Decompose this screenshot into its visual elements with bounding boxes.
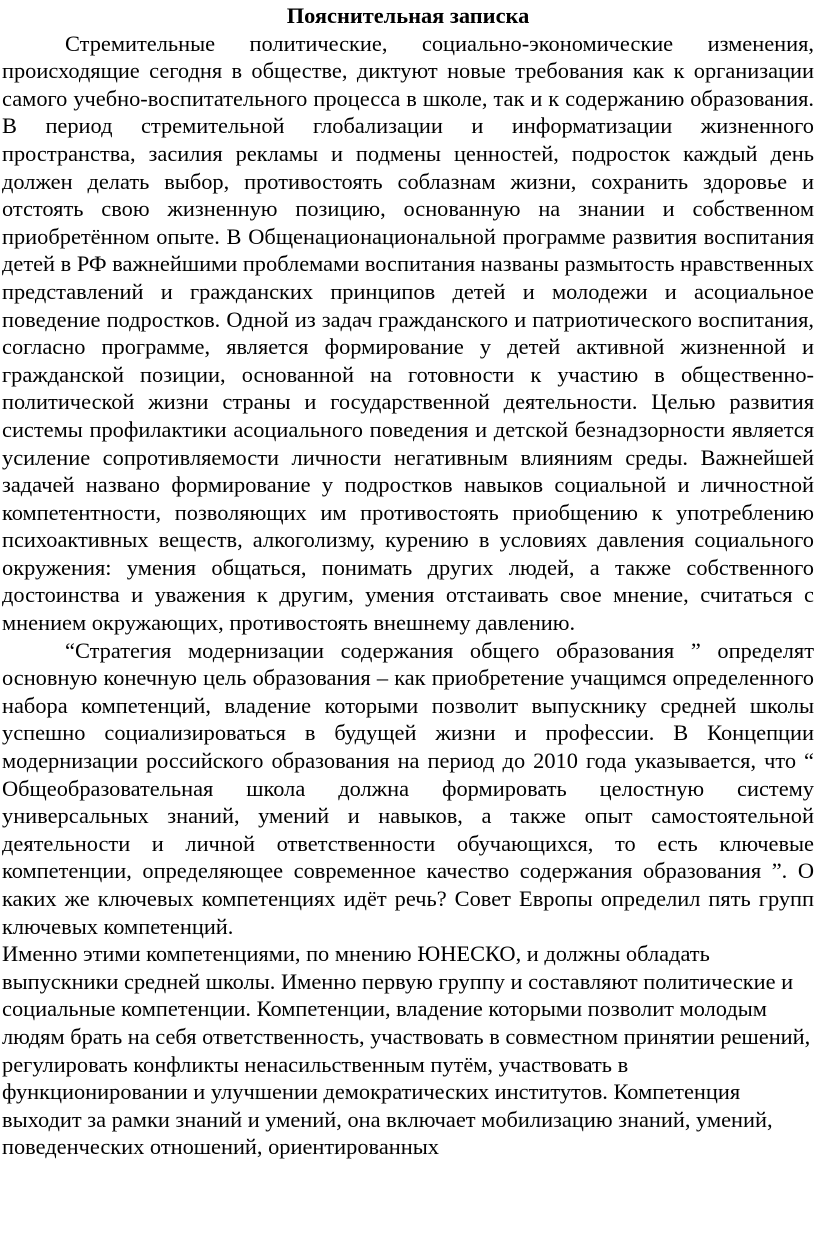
- paragraph-strategy: “Стратегия модернизации содержания общего образования ” определят основную конечную цель образования – как приобретение учащимся определенного набора компетенций, владение которыми позволит выпускнику средней школы успешно социализироваться в будущей жизни и профессии. В Концепции модернизации российского образования на период до 2010 года указывается, что “ Общеобразовательная школа должна формировать целостную систему универсальных знаний, умений и навыков, а также опыт самостоятельной деятельности и личной ответственности обучающихся, то есть ключевые компетенции, определяющее современное качество содержания образования ”. О каких же ключевых компетенциях идёт речь? Совет Европы определил пять групп ключевых компетенций.: [2, 637, 814, 939]
- document-title: Пояснительная записка: [286, 3, 530, 28]
- paragraph-competencies: Именно этими компетенциями, по мнению ЮНЕСКО, и должны обладать выпускники средней школы. Именно первую группу и составляют политические и социальные компетенции. Компетенции, владение которыми позволит молодым людям брать на себя ответственность, участвовать в совместном принятии решений, регулировать конфликты ненасильственным путём, участвовать в функционировании и улучшении демократических институтов. Компетенция выходит за рамки знаний и умений, она включает мобилизацию знаний, умений, поведенческих отношений, ориентированных: [2, 941, 811, 1160]
- paragraph-introduction: Стремительные политические, социально-экономические изменения, происходящие сегодня в обществе, диктуют новые требования как к организации самого учебно-воспитательного процесса в школе, так и к содержанию образования. В период стремительной глобализации и информатизации жизненного пространства, засилия рекламы и подмены ценностей, подросток каждый день должен делать выбор, противостоять соблазнам жизни, сохранить здоровье и отстоять свою жизненную позицию, основанную на знании и собственном приобретённом опыте. В Общенационациональной программе развития воспитания детей в РФ важнейшими проблемами воспитания названы размытость нравственных представлений и гражданских принципов детей и молодежи и асоциальное поведение подростков. Одной из задач гражданского и патриотического воспитания, согласно программе, является формирование у детей активной жизненной и гражданской позиции, основанной на готовности к участию в общественно-политической жизни страны и государственной деятельности. Целью развития системы профилактики асоциального поведения и детской безнадзорности является усиление сопротивляемости личности негативным влияниям среды. Важнейшей задачей названо формирование у подростков навыков социальной и личностной компетентности, позволяющих им противостоять приобщению к употреблению психоактивных веществ, алкоголизму, курению в условиях давления социального окружения: умения общаться, понимать других людей, а также собственного достоинства и уважения к другим, умения отстаивать свое мнение, считаться с мнением окружающих, противостоять внешнему давлению.: [2, 30, 814, 636]
